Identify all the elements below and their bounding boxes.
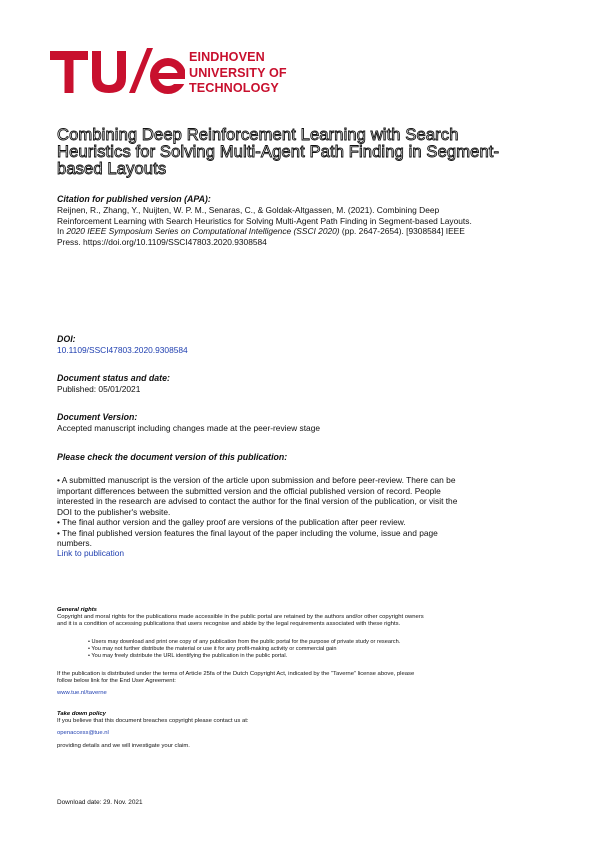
citation-line	[57, 226, 557, 237]
title-line: based Layouts	[57, 159, 167, 178]
doi-link[interactable]: 10.1109/SSCI47803.2020.9308584	[57, 345, 188, 355]
version-value: Accepted manuscript including changes made at the peer-review stage	[57, 423, 321, 433]
link-to-publication[interactable]: Link to publication	[57, 548, 125, 558]
rights-bullet-list	[88, 639, 400, 660]
title-line: Heuristics for Solving Multi-Agent Path Finding in Segment-	[57, 142, 500, 161]
citation-text	[57, 205, 557, 247]
takedown-text: If you believe that this document breaches copyright please contact us at:	[57, 718, 249, 724]
check-line: numbers.	[57, 538, 92, 548]
citation-suffix: (pp. 2647-2654). [9308584] IEEE	[339, 226, 465, 236]
doi-label: DOI:	[57, 334, 76, 344]
check-line: interested in the research are advised to contact the author for the final version of the publication, or visit the	[57, 496, 458, 506]
taverne-line: If the publication is distributed under the terms of Article 25fa of the Dutch Copyright Act, indicated by the “Taverne” license above, please	[57, 671, 415, 677]
check-line: important differences between the submitted version and the official published version of record. People	[57, 485, 441, 496]
status-value: Published: 05/01/2021	[57, 384, 141, 394]
taverne-link[interactable]: www.tue.nl/taverne	[57, 690, 107, 696]
general-rights-label: General rights	[57, 607, 97, 613]
university-name-line: EINDHOVEN	[189, 50, 265, 64]
general-rights-text	[57, 614, 424, 628]
citation-line: Reinforcement Learning with Search Heuristics for Solving Multi-Agent Path Finding in Segment-based Layouts.	[57, 215, 472, 226]
citation-line: Press. https://doi.org/10.1109/SSCI47803.2020.9308584	[57, 236, 267, 247]
university-name-line: TECHNOLOGY	[189, 81, 279, 95]
check-version-label: Please check the document version of this publication:	[57, 452, 288, 462]
rights-bullet: • Users may download and print one copy of any publication from the public portal for the purpose of private study or research.	[88, 639, 400, 646]
version-label: Document Version:	[57, 412, 138, 422]
tue-logo-mark	[50, 48, 185, 96]
citation-line: Reijnen, R., Zhang, Y., Nuijten, W. P. M., Senaras, C., & Goldak-Altgassen, M. (2021). Combining Deep	[57, 205, 440, 215]
title-line: Combining Deep Reinforcement Learning with Search	[57, 125, 459, 144]
openaccess-email-link[interactable]: openaccess@tue.nl	[57, 730, 109, 736]
university-name-line: UNIVERSITY OF	[189, 65, 287, 80]
university-name	[189, 50, 287, 97]
citation-prefix: In	[57, 226, 67, 236]
download-date: Download date: 29. Nov. 2021	[57, 799, 143, 806]
taverne-line: follow below link for the End User Agreement:	[57, 678, 176, 684]
citation-label: Citation for published version (APA):	[57, 194, 211, 204]
check-line: • The final published version features the final layout of the paper including the volume, issue and page	[57, 527, 438, 538]
takedown-label: Take down policy	[57, 711, 106, 717]
check-line: DOI to the publisher's website.	[57, 506, 171, 517]
check-version-text	[57, 475, 547, 549]
rights-bullet: • You may not further distribute the material or use it for any profit-making activity or commercial gain	[88, 646, 400, 653]
status-label: Document status and date:	[57, 373, 170, 383]
citation-venue: 2020 IEEE Symposium Series on Computational Intelligence (SSCI 2020)	[66, 226, 340, 236]
taverne-text	[57, 671, 414, 685]
document-title	[57, 126, 557, 177]
rights-bullet: • You may freely distribute the URL identifying the publication in the public portal.	[88, 653, 400, 660]
check-line: • The final author version and the galley proof are versions of the publication after peer review.	[57, 517, 406, 527]
rights-line: and it is a condition of accessing publications that users recognise and abide by the legal requirements associated with these rights.	[57, 621, 401, 627]
takedown-claim-text: providing details and we will investigate your claim.	[57, 743, 190, 749]
rights-line: Copyright and moral rights for the publications made accessible in the public portal are retained by the authors and/or other copyright owners	[57, 614, 424, 620]
check-line: • A submitted manuscript is the version of the article upon submission and before peer-review. There can be	[57, 475, 456, 485]
